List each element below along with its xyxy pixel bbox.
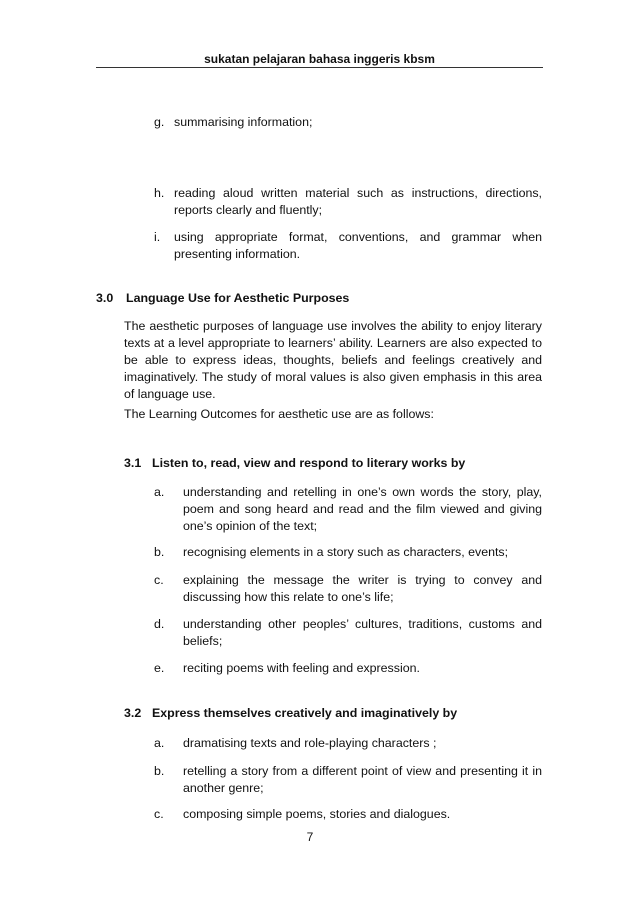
list-item-label: g. [154, 115, 165, 129]
list-item-text: dramatising texts and role-playing characters ; [183, 736, 437, 750]
list-item-label: b. [154, 764, 165, 778]
list-item-label: c. [154, 807, 164, 821]
subsection-number: 3.2 [124, 706, 142, 720]
list-item-text: understanding other peoples’ cultures, traditions, customs and beliefs; [183, 617, 542, 648]
list-item-text: explaining the message the writer is trying to convey and discussing how this relate to one’s life; [183, 573, 542, 604]
list-item-label: d. [154, 617, 165, 631]
section-title: Language Use for Aesthetic Purposes [126, 291, 350, 305]
list-item-text: reciting poems with feeling and expression. [183, 661, 420, 675]
subsection-number: 3.1 [124, 456, 142, 470]
section-intro: The Learning Outcomes for aesthetic use are as follows: [124, 407, 434, 421]
list-item-label: c. [154, 573, 164, 587]
list-item-label: a. [154, 485, 165, 499]
subsection-title: Listen to, read, view and respond to literary works by [152, 456, 466, 470]
list-item-text: reading aloud written material such as instructions, directions, reports clearly and fluently; [174, 186, 542, 217]
list-item-label: h. [154, 186, 165, 200]
list-item-label: e. [154, 661, 165, 675]
list-item-text: recognising elements in a story such as characters, events; [183, 545, 509, 559]
list-item-text: composing simple poems, stories and dialogues. [183, 807, 451, 821]
list-item-text: using appropriate format, conventions, and grammar when presenting information. [174, 230, 542, 261]
header-rule [96, 67, 543, 68]
list-item-label: a. [154, 736, 165, 750]
subsection-title: Express themselves creatively and imaginatively by [152, 706, 458, 720]
section-number: 3.0 [96, 291, 114, 305]
section-paragraph: The aesthetic purposes of language use involves the ability to enjoy literary texts at a level appropriate to learners’ ability. Learners are also expected to be able to express ideas, thoughts, beliefs and feelings creatively and imaginatively. The study of moral values is also given emphasis in this area of language use. [124, 319, 542, 401]
list-item-text: summarising information; [174, 115, 313, 129]
list-item-label: i. [154, 230, 161, 244]
list-item-label: b. [154, 545, 165, 559]
list-item-text: retelling a story from a different point of view and presenting it in another genre; [183, 764, 542, 795]
running-header: sukatan pelajaran bahasa inggeris kbsm [204, 52, 435, 66]
page-number: 7 [306, 830, 314, 844]
list-item-text: understanding and retelling in one’s own words the story, play, poem and song heard and read and the film viewed and giving one’s opinion of the text; [183, 485, 542, 533]
